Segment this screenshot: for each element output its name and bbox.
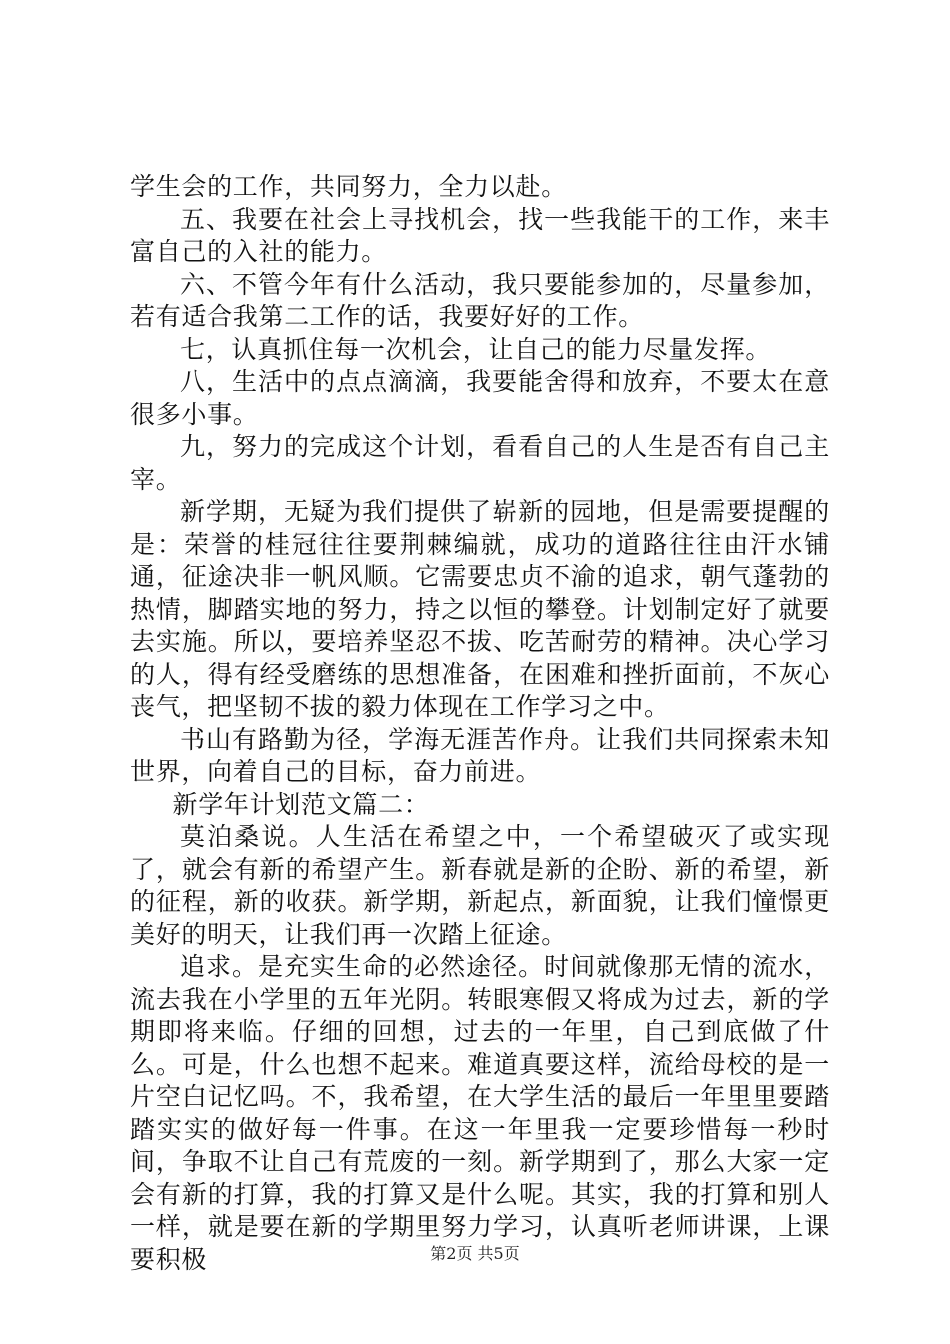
- document-body: [130, 171, 830, 1276]
- paragraph-10: 追求。是充实生命的必然途径。时间就像那无情的流水，流去我在小学里的五年光阴。转眼寒假又将成为过去，新的学期即将来临。仔细的回想，过去的一年里，自己到底做了什么。可是，什么也想不起来。难道真要这样，流给母校的是一片空白记忆吗。不，我希望，在大学生活的最后一年里里要踏踏实实的做好每一件事。在这一年里我一定要珍惜每一秒时间，争取不让自己有荒废的一刻。新学期到了，那么大家一定会有新的打算，我的打算又是什么呢。其实，我的打算和别人一样，就是要在新的学期里努力学习，认真听老师讲课，上课要积极: [130, 952, 830, 1274]
- paragraph-2: 五、我要在社会上寻找机会，找一些我能干的工作，来丰富自己的入社的能力。: [130, 204, 830, 266]
- paragraph-8: 书山有路勤为径，学海无涯苦作舟。让我们共同探索未知世界，向着自己的目标，奋力前进。: [130, 724, 830, 786]
- paragraph-6: 九，努力的完成这个计划，看看自己的人生是否有自己主宰。: [130, 432, 830, 494]
- section-heading: 新学年计划范文篇二：: [172, 789, 430, 819]
- paragraph-3: 六、不管今年有什么活动，我只要能参加的，尽量参加，若有适合我第二工作的话，我要好好的工作。: [130, 269, 830, 331]
- paragraph-9: 莫泊桑说。人生活在希望之中，一个希望破灭了或实现了，就会有新的希望产生。新春就是新的企盼、新的希望，新的征程，新的收获。新学期，新起点，新面貌，让我们憧憬更美好的明天，让我们再一次踏上征途。: [130, 822, 830, 949]
- paragraph-4: 七，认真抓住每一次机会，让自己的能力尽量发挥。: [180, 334, 772, 364]
- paragraph-5: 八，生活中的点点滴滴，我要能舍得和放弃，不要太在意很多小事。: [130, 367, 830, 429]
- paragraph-7: 新学期，无疑为我们提供了崭新的园地，但是需要提醒的是：荣誉的桂冠往往要荆棘编就，成功的道路往往由汗水铺通，征途决非一帆风顺。它需要忠贞不渝的追求，朝气蓬勃的热情，脚踏实地的努力，持之以恒的攀登。计划制定好了就要去实施。所以，要培养坚忍不拔、吃苦耐劳的精神。决心学习的人，得有经受磨练的思想准备，在困难和挫折面前，不灰心丧气，把坚韧不拔的毅力体现在工作学习之中。: [130, 497, 830, 721]
- page-number-footer: 第2页 共5页: [430, 1244, 520, 1263]
- paragraph-1: 学生会的工作，共同努力，全力以赴。: [130, 172, 567, 201]
